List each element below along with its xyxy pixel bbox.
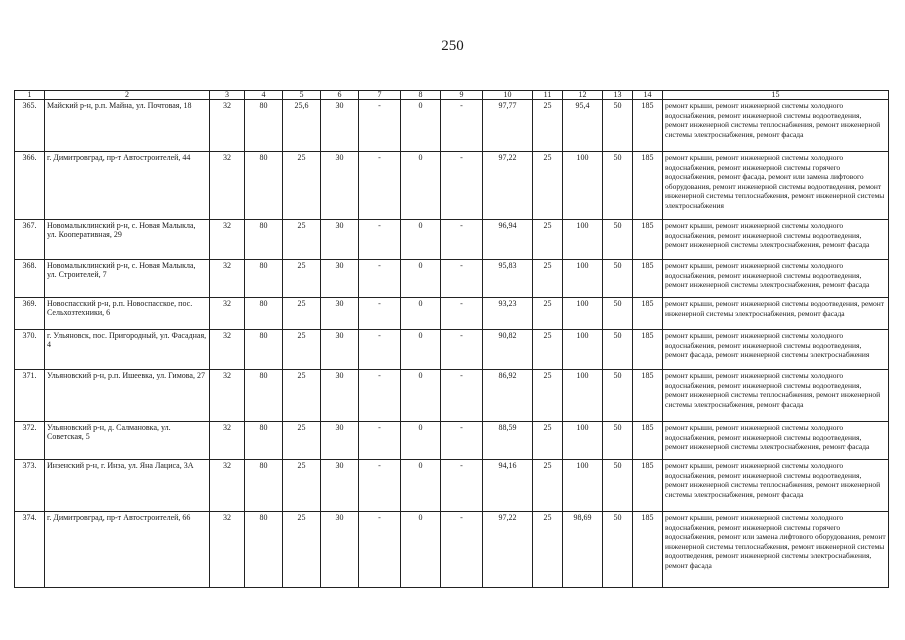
- value-cell-7: -: [359, 298, 401, 330]
- value-cell-12: 100: [563, 260, 603, 298]
- value-cell-11: 25: [533, 152, 563, 220]
- value-cell-13: 50: [603, 260, 633, 298]
- value-cell-6: 30: [321, 298, 359, 330]
- value-cell-9: -: [441, 512, 483, 588]
- table-row: [15, 260, 889, 298]
- column-header-9: 9: [441, 91, 483, 100]
- value-cell-6: 30: [321, 260, 359, 298]
- value-cell-5: 25: [283, 422, 321, 460]
- value-cell-8: 0: [401, 152, 441, 220]
- value-cell-14: 185: [633, 100, 663, 152]
- value-cell-9: -: [441, 298, 483, 330]
- value-cell-13: 50: [603, 152, 633, 220]
- value-cell-3: 32: [210, 260, 245, 298]
- table-row: [15, 330, 889, 370]
- value-cell-4: 80: [245, 298, 283, 330]
- value-cell-3: 32: [210, 512, 245, 588]
- column-header-15: 15: [663, 91, 889, 100]
- address-cell: Новоспасский р-н, р.п. Новоспасское, пос. Сельхозтехники, 6: [45, 298, 210, 330]
- address-cell: Ульяновский р-н, р.п. Ишеевка, ул. Гимова, 27: [45, 370, 210, 422]
- page-number: 250: [441, 38, 464, 54]
- value-cell-11: 25: [533, 422, 563, 460]
- value-cell-9: -: [441, 460, 483, 512]
- value-cell-6: 30: [321, 152, 359, 220]
- value-cell-14: 185: [633, 370, 663, 422]
- value-cell-10: 95,83: [483, 260, 533, 298]
- value-cell-11: 25: [533, 330, 563, 370]
- value-cell-14: 185: [633, 220, 663, 260]
- value-cell-3: 32: [210, 100, 245, 152]
- address-cell: Новомалыклинский р-н, с. Новая Малыкла, ул. Строителей, 7: [45, 260, 210, 298]
- value-cell-7: -: [359, 370, 401, 422]
- value-cell-11: 25: [533, 220, 563, 260]
- row-number: 365.: [15, 100, 45, 152]
- value-cell-4: 80: [245, 370, 283, 422]
- row-number: 367.: [15, 220, 45, 260]
- value-cell-8: 0: [401, 422, 441, 460]
- address-cell: Инзенский р-н, г. Инза, ул. Яна Лациса, 3А: [45, 460, 210, 512]
- value-cell-8: 0: [401, 370, 441, 422]
- address-cell: г. Ульяновск, пос. Пригородный, ул. Фасадная, 4: [45, 330, 210, 370]
- value-cell-8: 0: [401, 100, 441, 152]
- table-row: [15, 220, 889, 260]
- registry-table: [14, 90, 889, 588]
- address-cell: Новомалыклинский р-н, с. Новая Малыкла, ул. Кооперативная, 29: [45, 220, 210, 260]
- value-cell-14: 185: [633, 260, 663, 298]
- works-cell: ремонт крыши, ремонт инженерной системы холодного водоснабжения, ремонт инженерной системы горячего водоснабжения, ремонт или замена лифтового оборудования, ремонт инженерной системы теплоснабжения, ремонт инженерной системы водоотведения, ремонт инженерной системы электроснабжения, ремонт фасада: [663, 512, 889, 588]
- value-cell-7: -: [359, 460, 401, 512]
- value-cell-9: -: [441, 330, 483, 370]
- value-cell-12: 100: [563, 422, 603, 460]
- value-cell-5: 25: [283, 152, 321, 220]
- value-cell-7: -: [359, 260, 401, 298]
- works-cell: ремонт крыши, ремонт инженерной системы водоотведения, ремонт инженерной системы электроснабжения, ремонт фасада: [663, 298, 889, 330]
- works-cell: ремонт крыши, ремонт инженерной системы холодного водоснабжения, ремонт инженерной системы водоотведения, ремонт фасада, ремонт инженерной системы электроснабжения: [663, 330, 889, 370]
- column-header-5: 5: [283, 91, 321, 100]
- value-cell-6: 30: [321, 512, 359, 588]
- value-cell-12: 100: [563, 220, 603, 260]
- value-cell-9: -: [441, 220, 483, 260]
- value-cell-3: 32: [210, 370, 245, 422]
- value-cell-3: 32: [210, 422, 245, 460]
- value-cell-11: 25: [533, 260, 563, 298]
- value-cell-8: 0: [401, 330, 441, 370]
- value-cell-8: 0: [401, 298, 441, 330]
- value-cell-12: 100: [563, 330, 603, 370]
- column-header-1: 1: [15, 91, 45, 100]
- value-cell-9: -: [441, 152, 483, 220]
- value-cell-4: 80: [245, 152, 283, 220]
- row-number: 371.: [15, 370, 45, 422]
- value-cell-9: -: [441, 260, 483, 298]
- address-cell: Майский р-н, р.п. Майна, ул. Почтовая, 18: [45, 100, 210, 152]
- value-cell-6: 30: [321, 100, 359, 152]
- column-header-12: 12: [563, 91, 603, 100]
- value-cell-13: 50: [603, 330, 633, 370]
- value-cell-6: 30: [321, 370, 359, 422]
- value-cell-14: 185: [633, 152, 663, 220]
- column-header-8: 8: [401, 91, 441, 100]
- works-cell: ремонт крыши, ремонт инженерной системы холодного водоснабжения, ремонт инженерной системы водоотведения, ремонт инженерной системы электроснабжения, ремонт фасада: [663, 220, 889, 260]
- value-cell-12: 100: [563, 298, 603, 330]
- table-row: [15, 460, 889, 512]
- value-cell-5: 25: [283, 298, 321, 330]
- value-cell-11: 25: [533, 512, 563, 588]
- value-cell-12: 100: [563, 370, 603, 422]
- value-cell-10: 90,82: [483, 330, 533, 370]
- value-cell-3: 32: [210, 298, 245, 330]
- value-cell-6: 30: [321, 330, 359, 370]
- value-cell-7: -: [359, 512, 401, 588]
- value-cell-13: 50: [603, 422, 633, 460]
- value-cell-3: 32: [210, 152, 245, 220]
- value-cell-10: 97,77: [483, 100, 533, 152]
- value-cell-3: 32: [210, 460, 245, 512]
- table-row: [15, 370, 889, 422]
- value-cell-9: -: [441, 370, 483, 422]
- header-row: [15, 91, 889, 100]
- value-cell-14: 185: [633, 460, 663, 512]
- address-cell: Ульяновский р-н, д. Салмановка, ул. Советская, 5: [45, 422, 210, 460]
- column-header-6: 6: [321, 91, 359, 100]
- address-cell: г. Димитровград, пр-т Автостроителей, 66: [45, 512, 210, 588]
- value-cell-13: 50: [603, 460, 633, 512]
- column-header-7: 7: [359, 91, 401, 100]
- address-cell: г. Димитровград, пр-т Автостроителей, 44: [45, 152, 210, 220]
- value-cell-4: 80: [245, 512, 283, 588]
- column-header-10: 10: [483, 91, 533, 100]
- row-number: 366.: [15, 152, 45, 220]
- value-cell-5: 25: [283, 220, 321, 260]
- value-cell-11: 25: [533, 100, 563, 152]
- value-cell-13: 50: [603, 100, 633, 152]
- works-cell: ремонт крыши, ремонт инженерной системы холодного водоснабжения, ремонт инженерной системы водоотведения, ремонт инженерной системы теплоснабжения, ремонт инженерной системы электроснабжения, ремонт фасада: [663, 460, 889, 512]
- value-cell-3: 32: [210, 220, 245, 260]
- value-cell-5: 25: [283, 260, 321, 298]
- row-number: 370.: [15, 330, 45, 370]
- row-number: 372.: [15, 422, 45, 460]
- column-header-11: 11: [533, 91, 563, 100]
- value-cell-4: 80: [245, 220, 283, 260]
- value-cell-5: 25: [283, 512, 321, 588]
- value-cell-12: 98,69: [563, 512, 603, 588]
- value-cell-10: 94,16: [483, 460, 533, 512]
- value-cell-11: 25: [533, 460, 563, 512]
- value-cell-12: 100: [563, 460, 603, 512]
- works-cell: ремонт крыши, ремонт инженерной системы холодного водоснабжения, ремонт инженерной системы водоотведения, ремонт инженерной системы электроснабжения, ремонт фасада: [663, 422, 889, 460]
- value-cell-13: 50: [603, 220, 633, 260]
- works-cell: ремонт крыши, ремонт инженерной системы холодного водоснабжения, ремонт инженерной системы водоотведения, ремонт инженерной системы теплоснабжения, ремонт инженерной системы электроснабжения, ремонт фасада: [663, 370, 889, 422]
- value-cell-10: 96,94: [483, 220, 533, 260]
- value-cell-8: 0: [401, 512, 441, 588]
- table-row: [15, 100, 889, 152]
- value-cell-5: 25,6: [283, 100, 321, 152]
- table-row: [15, 152, 889, 220]
- column-header-13: 13: [603, 91, 633, 100]
- value-cell-10: 97,22: [483, 152, 533, 220]
- value-cell-5: 25: [283, 460, 321, 512]
- value-cell-4: 80: [245, 460, 283, 512]
- value-cell-5: 25: [283, 370, 321, 422]
- value-cell-3: 32: [210, 330, 245, 370]
- column-header-3: 3: [210, 91, 245, 100]
- works-cell: ремонт крыши, ремонт инженерной системы холодного водоснабжения, ремонт инженерной системы водоотведения, ремонт инженерной системы теплоснабжения, ремонт инженерной системы электроснабжения, ремонт фасада: [663, 100, 889, 152]
- column-header-14: 14: [633, 91, 663, 100]
- value-cell-5: 25: [283, 330, 321, 370]
- value-cell-9: -: [441, 100, 483, 152]
- row-number: 374.: [15, 512, 45, 588]
- value-cell-10: 93,23: [483, 298, 533, 330]
- value-cell-7: -: [359, 330, 401, 370]
- value-cell-8: 0: [401, 260, 441, 298]
- value-cell-4: 80: [245, 260, 283, 298]
- value-cell-8: 0: [401, 220, 441, 260]
- value-cell-10: 88,59: [483, 422, 533, 460]
- table-row: [15, 298, 889, 330]
- value-cell-4: 80: [245, 422, 283, 460]
- column-header-4: 4: [245, 91, 283, 100]
- value-cell-13: 50: [603, 298, 633, 330]
- value-cell-14: 185: [633, 512, 663, 588]
- value-cell-14: 185: [633, 330, 663, 370]
- value-cell-7: -: [359, 422, 401, 460]
- value-cell-6: 30: [321, 422, 359, 460]
- value-cell-6: 30: [321, 220, 359, 260]
- value-cell-4: 80: [245, 100, 283, 152]
- row-number: 373.: [15, 460, 45, 512]
- value-cell-14: 185: [633, 422, 663, 460]
- value-cell-10: 86,92: [483, 370, 533, 422]
- value-cell-11: 25: [533, 370, 563, 422]
- value-cell-8: 0: [401, 460, 441, 512]
- value-cell-13: 50: [603, 370, 633, 422]
- column-header-2: 2: [45, 91, 210, 100]
- value-cell-13: 50: [603, 512, 633, 588]
- value-cell-11: 25: [533, 298, 563, 330]
- value-cell-6: 30: [321, 460, 359, 512]
- value-cell-12: 100: [563, 152, 603, 220]
- value-cell-10: 97,22: [483, 512, 533, 588]
- value-cell-7: -: [359, 152, 401, 220]
- value-cell-14: 185: [633, 298, 663, 330]
- table-row: [15, 422, 889, 460]
- value-cell-4: 80: [245, 330, 283, 370]
- value-cell-9: -: [441, 422, 483, 460]
- works-cell: ремонт крыши, ремонт инженерной системы холодного водоснабжения, ремонт инженерной системы горячего водоснабжения, ремонт фасада, ремонт или замена лифтового оборудования, ремонт инженерной системы водоотведения, ремонт инженерной системы теплоснабжения, ремонт инженерной системы электроснабжения: [663, 152, 889, 220]
- value-cell-12: 95,4: [563, 100, 603, 152]
- table-row: [15, 512, 889, 588]
- value-cell-7: -: [359, 220, 401, 260]
- value-cell-7: -: [359, 100, 401, 152]
- row-number: 369.: [15, 298, 45, 330]
- works-cell: ремонт крыши, ремонт инженерной системы холодного водоснабжения, ремонт инженерной системы водоотведения, ремонт инженерной системы электроснабжения, ремонт фасада: [663, 260, 889, 298]
- row-number: 368.: [15, 260, 45, 298]
